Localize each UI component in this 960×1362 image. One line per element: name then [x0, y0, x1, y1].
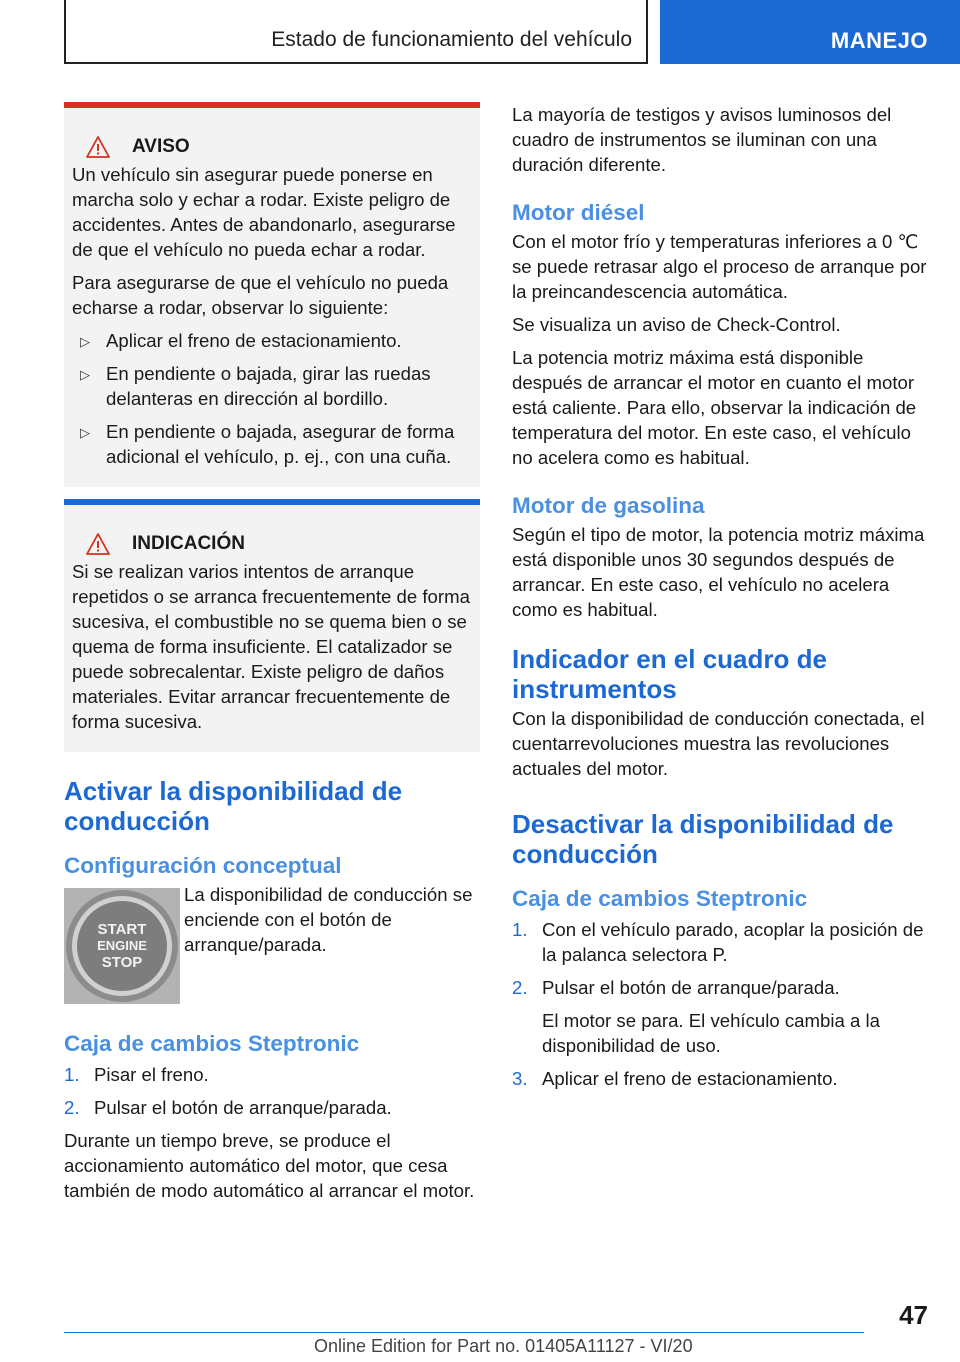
start-stop-button-image [64, 888, 180, 1004]
subheading-concept: Configuración conceptual [64, 853, 342, 878]
list-item [64, 1062, 480, 1087]
subheading-steptronic-left: Caja de cambios Steptronic [64, 1031, 360, 1056]
step-number: 3. [512, 1068, 528, 1089]
subheading-steptronic-right: Caja de cambios Steptronic [512, 886, 808, 911]
list-item [512, 975, 928, 1058]
diesel-paragraph-2: Se visualiza un aviso de Check-Control. [512, 314, 841, 335]
start-stop-button-icon [64, 888, 180, 1004]
step-text: Pulsar el botón de arranque/parada. [542, 977, 840, 998]
subheading-diesel: Motor diésel [512, 200, 645, 225]
bullet-text: En pendiente o bajada, asegurar de forma adicional el vehículo, p. ej., con una cuña. [106, 421, 455, 467]
warning-paragraph-1: Un vehículo sin asegurar puede ponerse en marcha solo y echar a rodar. Existe peligro de accidentes. Antes de abandonarlo, asegurarse de que el vehículo no pueda echar a rodar. [72, 164, 456, 260]
section-heading-indicator: Indicador en el cuadro de instrumentos [512, 644, 827, 704]
edition-footer: Online Edition for Part no. 01405A11127 - VI/20 [314, 1336, 693, 1356]
list-item [512, 1066, 928, 1091]
warning-triangle-icon [86, 533, 110, 555]
header-section-title: Estado de funcionamiento del vehículo [271, 28, 632, 51]
step-text: Aplicar el freno de estacionamiento. [542, 1068, 838, 1089]
step-number: 1. [64, 1064, 80, 1085]
button-image-line-2: ENGINE [97, 938, 147, 953]
page-number: 47 [899, 1300, 928, 1330]
step-subtext: El motor se para. El vehículo cambia a la disponibilidad de uso. [542, 1010, 880, 1056]
warning-header [72, 136, 470, 158]
indicator-paragraph: Con la disponibilidad de conducción conectada, el cuentarrevoluciones muestra las revoluciones actuales del motor. [512, 708, 925, 779]
info-paragraph: Si se realizan varios intentos de arranque repetidos o se arranca frecuentemente de forma sucesiva, el combustible no se quema bien o se quema de forma insuficiente. El catalizador se puede sobrecalentar. Existe peligro de daños materiales. Evitar arrancar frecuentemente de forma sucesiva. [72, 561, 470, 732]
warning-box [64, 102, 480, 487]
right-column [512, 102, 928, 1099]
left-column [64, 102, 480, 1211]
step-number: 2. [64, 1097, 80, 1118]
list-item [512, 917, 928, 967]
step-text: Con el vehículo parado, acoplar la posición de la palanca selectora P. [542, 919, 924, 965]
list-item [64, 1095, 480, 1120]
step-number: 1. [512, 919, 528, 940]
diesel-paragraph-1: Con el motor frío y temperaturas inferiores a 0 ℃ se puede retrasar algo el proceso de arranque por la preincandescencia automática. [512, 231, 927, 302]
diesel-paragraph-3: La potencia motriz máxima está disponible después de arrancar el motor en cuanto el motor está caliente. Para ello, observar la indicación de temperatura del motor. En este caso, el vehículo no acelera como es habitual. [512, 347, 917, 468]
info-box [64, 499, 480, 752]
start-button-figure [64, 882, 480, 1004]
button-image-line-1: START [97, 921, 147, 938]
warning-triangle-icon [86, 136, 110, 158]
list-item [72, 328, 470, 353]
button-image-line-3: STOP [101, 954, 143, 971]
footer-divider [64, 1332, 864, 1333]
step-number: 2. [512, 977, 528, 998]
chapter-tab[interactable] [660, 0, 960, 64]
bullet-text: Aplicar el freno de estacionamiento. [106, 330, 402, 351]
warning-bullet-list [72, 328, 470, 469]
triangle-bullet-icon: ▷ [80, 367, 90, 382]
warning-title: AVISO [132, 136, 190, 157]
section-heading-deactivate: Desactivar la disponibilidad de conducción [512, 809, 894, 869]
section-heading-activate: Activar la disponibilidad de conducción [64, 776, 403, 836]
list-item [72, 361, 470, 411]
info-header [72, 533, 470, 555]
steps-list-right [512, 917, 928, 1091]
subheading-gasoline: Motor de gasolina [512, 493, 705, 518]
list-item [72, 419, 470, 469]
triangle-bullet-icon: ▷ [80, 425, 90, 440]
warning-paragraph-2: Para asegurarse de que el vehículo no pueda echarse a rodar, observar lo siguiente: [72, 272, 449, 318]
paragraph-after-steps: Durante un tiempo breve, se produce el accionamiento automático del motor, que cesa también de modo automático al arrancar el motor. [64, 1130, 475, 1201]
step-text: Pisar el freno. [94, 1064, 209, 1085]
bullet-text: En pendiente o bajada, girar las ruedas delanteras en dirección al bordillo. [106, 363, 431, 409]
info-title: INDICACIÓN [132, 533, 245, 554]
header-section-box [64, 0, 648, 64]
triangle-bullet-icon: ▷ [80, 334, 90, 349]
chapter-tab-label: MANEJO [830, 28, 928, 53]
step-text: Pulsar el botón de arranque/parada. [94, 1097, 392, 1118]
intro-paragraph: La mayoría de testigos y avisos luminosos del cuadro de instrumentos se iluminan con una duración diferente. [512, 104, 892, 175]
steps-list-left [64, 1062, 480, 1120]
start-button-description: La disponibilidad de conducción se enciende con el botón de arranque/parada. [184, 884, 473, 955]
gasoline-paragraph: Según el tipo de motor, la potencia motriz máxima está disponible unos 30 segundos después de arrancar. En este caso, el vehículo no acelera como es habitual. [512, 524, 925, 620]
